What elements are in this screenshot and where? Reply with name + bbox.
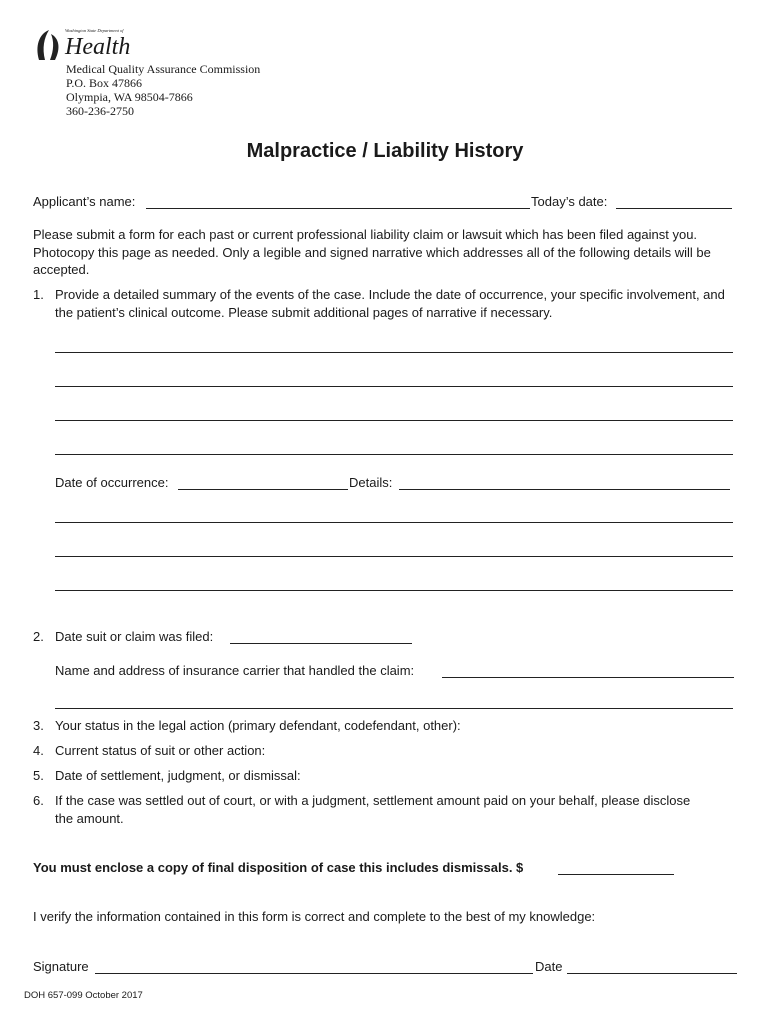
narrative-line-2[interactable] bbox=[55, 386, 733, 387]
date-label: Date bbox=[535, 959, 563, 974]
signature-date-field[interactable] bbox=[567, 973, 737, 974]
page-title: Malpractice / Liability History bbox=[246, 140, 524, 162]
applicant-label: Applicant’s name: bbox=[33, 194, 136, 209]
item-5-number: 5. bbox=[33, 768, 44, 783]
verify-statement: I verify the information contained in this form is correct and complete to the best of my knowledge: bbox=[33, 909, 596, 924]
date-occurrence-label: Date of occurrence: bbox=[55, 475, 169, 490]
form-number: DOH 657-099 October 2017 bbox=[24, 990, 143, 1001]
item-6-number: 6. bbox=[33, 793, 44, 808]
details-label: Details: bbox=[349, 475, 393, 490]
date-occurrence-field[interactable] bbox=[178, 489, 348, 490]
disposition-label: You must enclose a copy of final disposition of case this includes dismissals. $ bbox=[33, 860, 524, 875]
org-name: Medical Quality Assurance Commission bbox=[66, 62, 261, 76]
insurance-line-2[interactable] bbox=[55, 708, 733, 709]
narrative-line-4[interactable] bbox=[55, 454, 733, 455]
signature-label: Signature bbox=[33, 959, 89, 974]
suit-filed-label: Date suit or claim was filed: bbox=[55, 629, 214, 644]
item-4-number: 4. bbox=[33, 743, 44, 758]
item-3-text: Your status in the legal action (primary defendant, codefendant, other): bbox=[55, 718, 461, 733]
item-2-number: 2. bbox=[33, 629, 44, 644]
insurance-field[interactable] bbox=[442, 677, 734, 678]
item-3-number: 3. bbox=[33, 718, 44, 733]
details-line-1[interactable] bbox=[55, 522, 733, 523]
insurance-label: Name and address of insurance carrier that handled the claim: bbox=[55, 663, 415, 678]
item-5-text: Date of settlement, judgment, or dismissal: bbox=[55, 768, 301, 783]
item-4-text: Current status of suit or other action: bbox=[55, 743, 266, 758]
item-6-text: If the case was settled out of court, or with a judgment, settlement amount paid on your behalf, please disclose the amount. bbox=[55, 793, 691, 826]
po-box: P.O. Box 47866 bbox=[66, 76, 143, 90]
todays-date-label: Today’s date: bbox=[531, 194, 608, 209]
intro-paragraph: Please submit a form for each past or current professional liability claim or lawsuit which has been filed against you. Photocopy this page as needed. Only a legible and signed narrative which addresses all of the following details will be accepted. bbox=[33, 227, 711, 277]
suit-filed-field[interactable] bbox=[230, 643, 412, 644]
narrative-line-3[interactable] bbox=[55, 420, 733, 421]
signature-field[interactable] bbox=[95, 973, 533, 974]
logo-health-text: Health bbox=[65, 34, 131, 60]
details-field[interactable] bbox=[399, 489, 730, 490]
applicant-name-field[interactable] bbox=[146, 208, 530, 209]
details-line-3[interactable] bbox=[55, 590, 733, 591]
details-line-2[interactable] bbox=[55, 556, 733, 557]
item-1-number: 1. bbox=[33, 287, 44, 302]
narrative-line-1[interactable] bbox=[55, 352, 733, 353]
doh-logo-mark-icon bbox=[33, 28, 65, 64]
city-address: Olympia, WA 98504-7866 bbox=[66, 90, 193, 104]
phone-number: 360-236-2750 bbox=[66, 104, 134, 118]
todays-date-field[interactable] bbox=[616, 208, 732, 209]
settlement-amount-field[interactable] bbox=[558, 874, 674, 875]
doh-logo bbox=[33, 26, 133, 66]
item-1-text: Provide a detailed summary of the events of the case. Include the date of occurrence, your specific involvement, and the patient’s clinical outcome. Please submit additional pages of narrative if necessary. bbox=[55, 287, 725, 320]
logo-small-text: Washington State Department of bbox=[65, 28, 124, 33]
